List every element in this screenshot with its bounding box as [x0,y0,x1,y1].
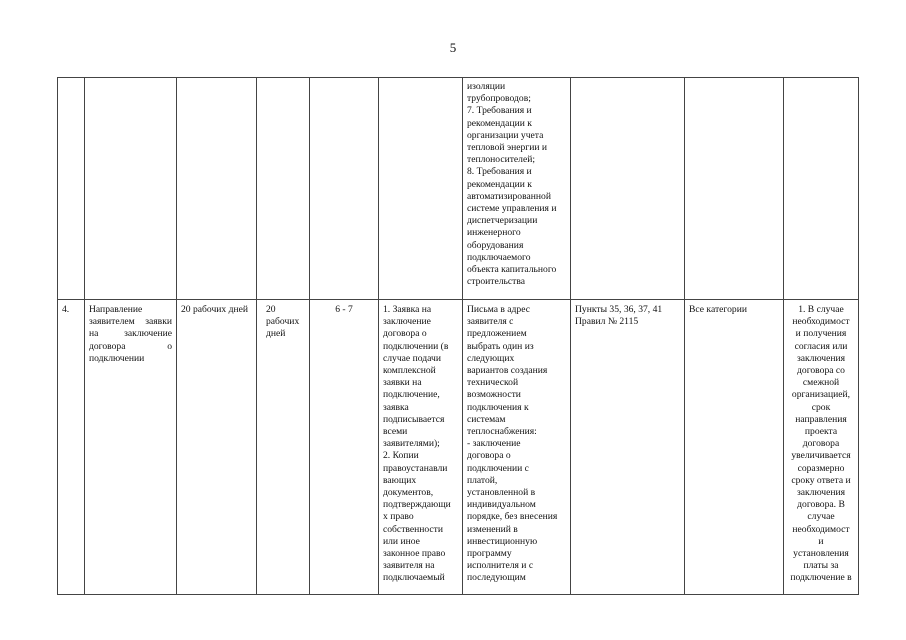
cell-legal-basis [571,300,685,595]
text-line: вающих [383,474,417,486]
text-line: подтверждающи [383,499,451,511]
text-line: подключаемого [467,251,531,263]
documents-text [383,304,458,585]
text-line: Письма в адрес [467,304,530,315]
text-line: 8. Требования и [467,166,532,178]
cell-notes [784,78,859,300]
text-line: подключении (в [383,340,449,352]
text-line: 7. Требования и [467,105,532,117]
text-line: подключения к [467,401,529,413]
text-line: рекомендации к [467,117,532,129]
text-line: на заключение [89,328,172,340]
text-line: Пункты 35, 36, 37, 41 [575,304,663,315]
text-line: - заключение [467,438,521,450]
cell-notes [784,300,859,595]
text-line: инженерного [467,227,521,239]
text-line: подключении [89,352,145,364]
text-line: проекта [804,426,838,438]
text-line: инвестиционную [467,535,538,547]
text-line: автоматизированной [467,190,551,202]
text-line: срок [811,401,831,413]
text-line: договора о [89,340,172,352]
text-line: возможности [467,389,521,401]
text-line: подписывается [383,413,445,425]
text-line: правоустанавли [383,462,448,474]
text-line: организации учета [467,129,544,141]
text-line: трубопроводов; [467,93,531,105]
text-line: системам [467,413,506,425]
stage-text: 6 - 7 [335,304,353,315]
text-line: договора о [383,328,427,340]
text-line: тепловой энергии и [467,142,548,154]
text-line: установленной в [467,487,536,499]
text-line: подключение в [790,572,852,584]
procedure-table [57,77,859,595]
text-line: рекомендации к [467,178,532,190]
term-2-text [266,304,305,341]
cell-result [463,300,571,595]
text-line: или иное [383,535,420,547]
notes-text [788,304,854,585]
text-line: заявка [383,401,409,413]
text-line: изменений в [467,523,518,535]
cell-term-1 [177,300,257,595]
text-line: необходимост [792,523,850,535]
text-line: всеми [383,426,408,438]
text-line: 1. В случае [798,304,844,315]
text-line: сроку ответа и [791,474,851,486]
text-line: платы за [803,560,839,572]
text-line: заявителя на [383,560,435,572]
text-line: технической [467,377,519,389]
text-line: 2. Копии [383,450,419,462]
cell-term-1 [177,78,257,300]
text-line: оборудования [467,239,524,251]
category-text: Все категории [689,304,747,315]
text-line: строительства [467,276,526,288]
text-line: рабочих [266,316,300,328]
text-line: соразмерно [797,462,845,474]
text-line: диспетчеризации [467,215,538,227]
text-line: подключаемый [383,572,445,584]
text-line: случае [807,511,835,523]
text-line: изоляции [467,81,506,92]
term-1-text: 20 рабочих дней [181,304,249,315]
cell-name [85,78,177,300]
text-line: увеличивается [791,450,851,462]
text-line: подключение, [383,389,440,401]
text-line: документов, [383,487,434,499]
text-line: программу [467,548,512,560]
cell-category [685,300,784,595]
text-line: и получения [795,328,847,340]
text-line: случае подачи [383,352,441,364]
stage-name-text [89,304,172,365]
text-line: организацией, [791,389,851,401]
text-line: последующим [467,572,526,584]
text-line: выбрать один из [467,340,534,352]
cell-documents [379,78,463,300]
text-line: предложением [467,328,527,340]
cell-stage [310,300,379,595]
text-line: заявки на [383,377,422,389]
text-line: заключения [796,352,846,364]
table-row-4 [58,300,859,595]
text-line: объекта капитального [467,264,557,276]
text-line: 1. Заявка на [383,304,432,315]
text-line: заявителями); [383,438,440,450]
text-line: заключения [796,487,846,499]
text-line: необходимост [792,316,850,328]
text-line: порядке, без внесения [467,511,558,523]
text-line: направления [795,413,847,425]
text-line: 20 [266,304,276,315]
text-line: следующих [467,352,515,364]
text-line: заявителем заявки [89,316,172,328]
text-line: законное право [383,548,446,560]
text-line: индивидуальном [467,499,536,511]
text-line: установления [793,548,849,560]
page-number: 5 [449,40,457,55]
text-line: исполнителя и с [467,560,534,572]
text-line: и [818,535,824,547]
legal-basis-text [575,304,680,328]
text-line: теплоснабжения: [467,426,537,438]
text-line: договора [802,438,840,450]
text-line: подключении с [467,462,529,474]
result-text [467,304,566,585]
result-continuation-text [467,81,566,288]
row-number: 4. [58,300,85,595]
text-line: собственности [383,523,444,535]
text-line: теплоносителей; [467,154,536,166]
text-line: платой, [467,474,498,486]
text-line: договора. В [797,499,845,511]
text-line: комплексной [383,365,436,377]
text-line: согласия или [794,340,848,352]
text-line: системе управления и [467,203,557,215]
cell-category [685,78,784,300]
text-line: Правил № 2115 [575,316,639,328]
cell-legal-basis [571,78,685,300]
cell-documents [379,300,463,595]
table-row-continuation [58,78,859,300]
cell-name [85,300,177,595]
text-line: договора о [467,450,511,462]
text-line: дней [266,328,286,340]
text-line: Направление [89,304,143,315]
text-line: х право [383,511,414,523]
text-line: смежной [802,377,840,389]
text-line: договора со [797,365,845,377]
cell-term-2 [257,300,310,595]
text-line: заключение [383,316,431,328]
cell-stage [310,78,379,300]
text-line: вариантов создания [467,365,548,377]
cell-term-2 [257,78,310,300]
text-line: заявителя с [467,316,514,328]
cell-number [58,78,85,300]
cell-result [463,78,571,300]
